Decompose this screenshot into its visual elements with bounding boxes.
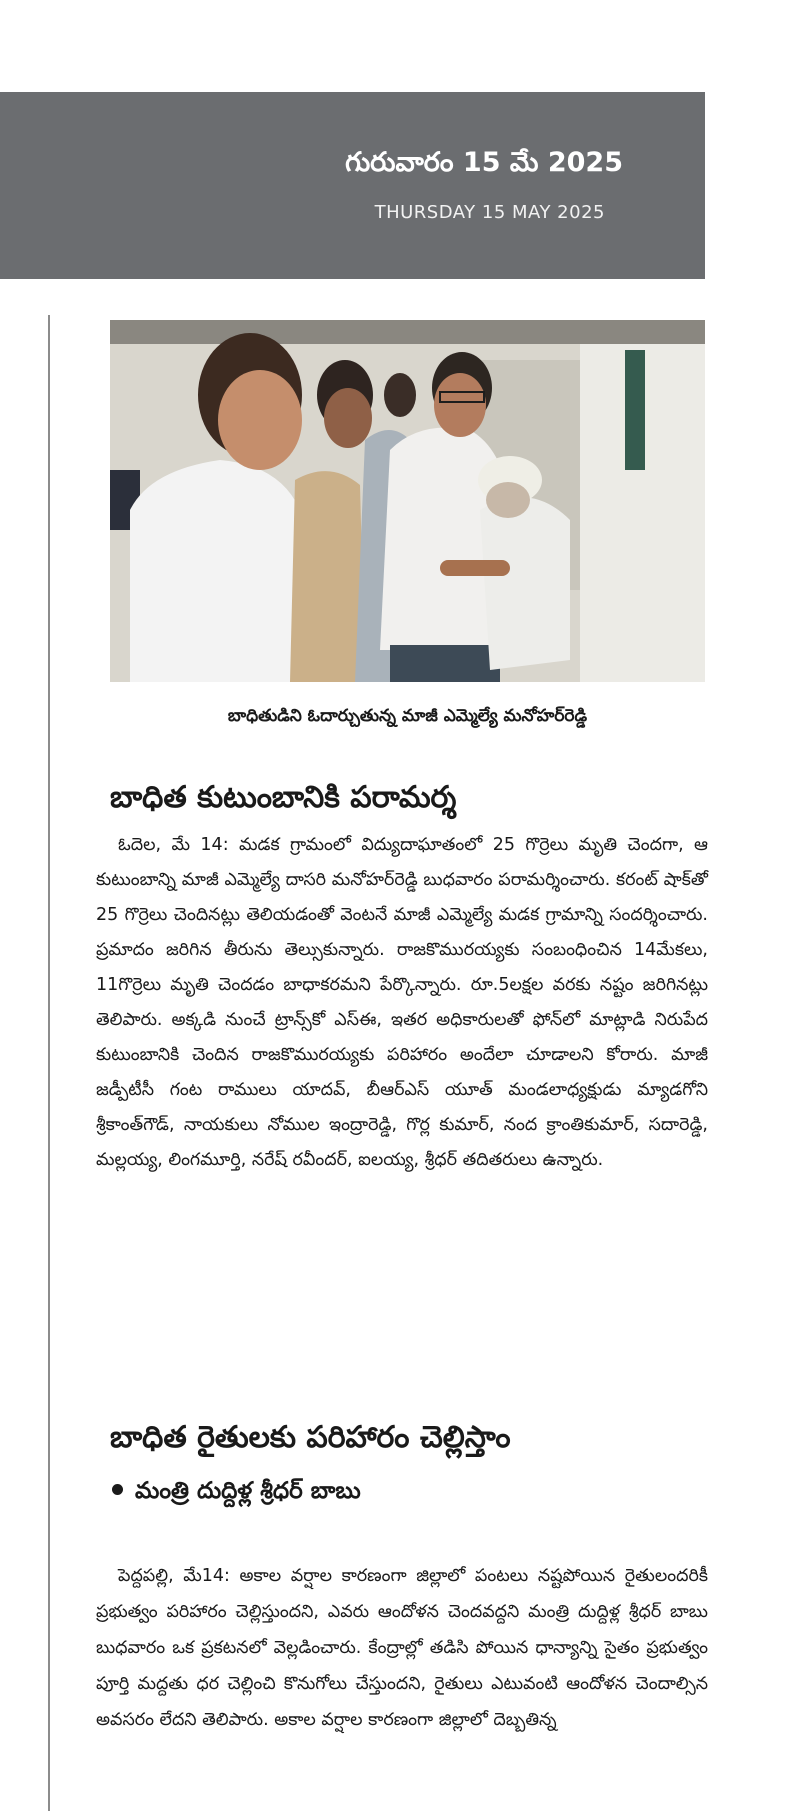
article2-body: పెద్దపల్లి, మే14: అకాల వర్షాల కారణంగా జిల్లాలో పంటలు నష్టపోయిన రైతులందరికీ ప్రభుత్వం పరిహారం చెల్లిస్తుందని, ఎవరు ఆందోళన చెందవద్దని మంత్రి దుద్దిళ్ల శ్రీధర్ బాబు బుధవారం ఒక ప్రకటనలో వెల్లడించారు. కేంద్రాల్లో తడిసి పోయిన ధాన్యాన్ని సైతం ప్రభుత్వం పూర్తి మద్దతు ధర చెల్లించి కొనుగోలు చేస్తుందని, రైతులు ఎటువంటి ఆందోళన చెందాల్సిన అవసరం లేదని తెలిపారు. అకాల వర్షాల కారణంగా జిల్లాలో దెబ్బతిన్న (96, 1566, 708, 1730)
photo-caption: బాధితుడిని ఓదార్చుతున్న మాజీ ఎమ్మెల్యే మనోహర్‌రెడ్డి (227, 706, 588, 726)
article2-headline: బాధిత రైతులకు పరిహారం చెల్లిస్తాం (110, 1420, 511, 1455)
bullet-icon (112, 1484, 123, 1495)
news-photo (110, 320, 705, 682)
date-english: THURSDAY 15 MAY 2025 (374, 202, 605, 223)
article2-subhead (112, 1478, 361, 1510)
date-telugu: గురువారం 15 మే 2025 (345, 147, 623, 178)
date-header-bar (0, 92, 705, 279)
article1-body: ఓదెల, మే 14: మడక గ్రామంలో విద్యుదాఘాతంలో 25 గొర్రెలు మృతి చెందగా, ఆ కుటుంబాన్ని మాజీ ఎమ్మెల్యే దాసరి మనోహర్‌రెడ్డి బుధవారం పరామర్శించారు. కరంట్ షాక్‌తో 25 గొర్రెలు చెందినట్లు తెలియడంతో వెంటనే మాజీ ఎమ్మెల్యే మడక గ్రామాన్ని సందర్శించారు. ప్రమాదం జరిగిన తీరును తెల్సుకున్నారు. రాజకొమురయ్యకు సంబంధించిన 14మేకలు, 11గొర్రెలు మృతి చెందడం బాధాకరమని పేర్కొన్నారు. రూ.5లక్షల వరకు నష్టం జరిగినట్లు తెలిపారు. అక్కడి నుంచే ట్రాన్స్‌కో ఎస్ఈ, ఇతర అధికారులతో ఫోన్‌లో మాట్లాడి నిరుపేద కుటుంబానికి చెందిన రాజకొమురయ్యకు పరిహారం అందేలా చూడాలని కోరారు. మాజీ జడ్పీటీసీ గంట రాములు యాదవ్, బీఆర్ఎస్ యూత్ మండలాధ్యక్షుడు మ్యాడగోని శ్రీకాంత్‌గౌడ్, నాయకులు నోముల ఇంద్రారెడ్డి, గొర్ల కుమార్, నంద క్రాంతికుమార్, సదారెడ్డి, మల్లయ్య, లింగమూర్తి, నరేష్ రవీందర్, ఐలయ్య, శ్రీధర్ తదితరులు ఉన్నారు. (96, 835, 708, 1170)
article2-subhead-text: మంత్రి దుద్దిళ్ల శ్రీధర్ బాబు (135, 1478, 361, 1504)
column-divider (48, 315, 50, 1811)
article1-headline: బాధిత కుటుంబానికి పరామర్శ (110, 780, 457, 815)
